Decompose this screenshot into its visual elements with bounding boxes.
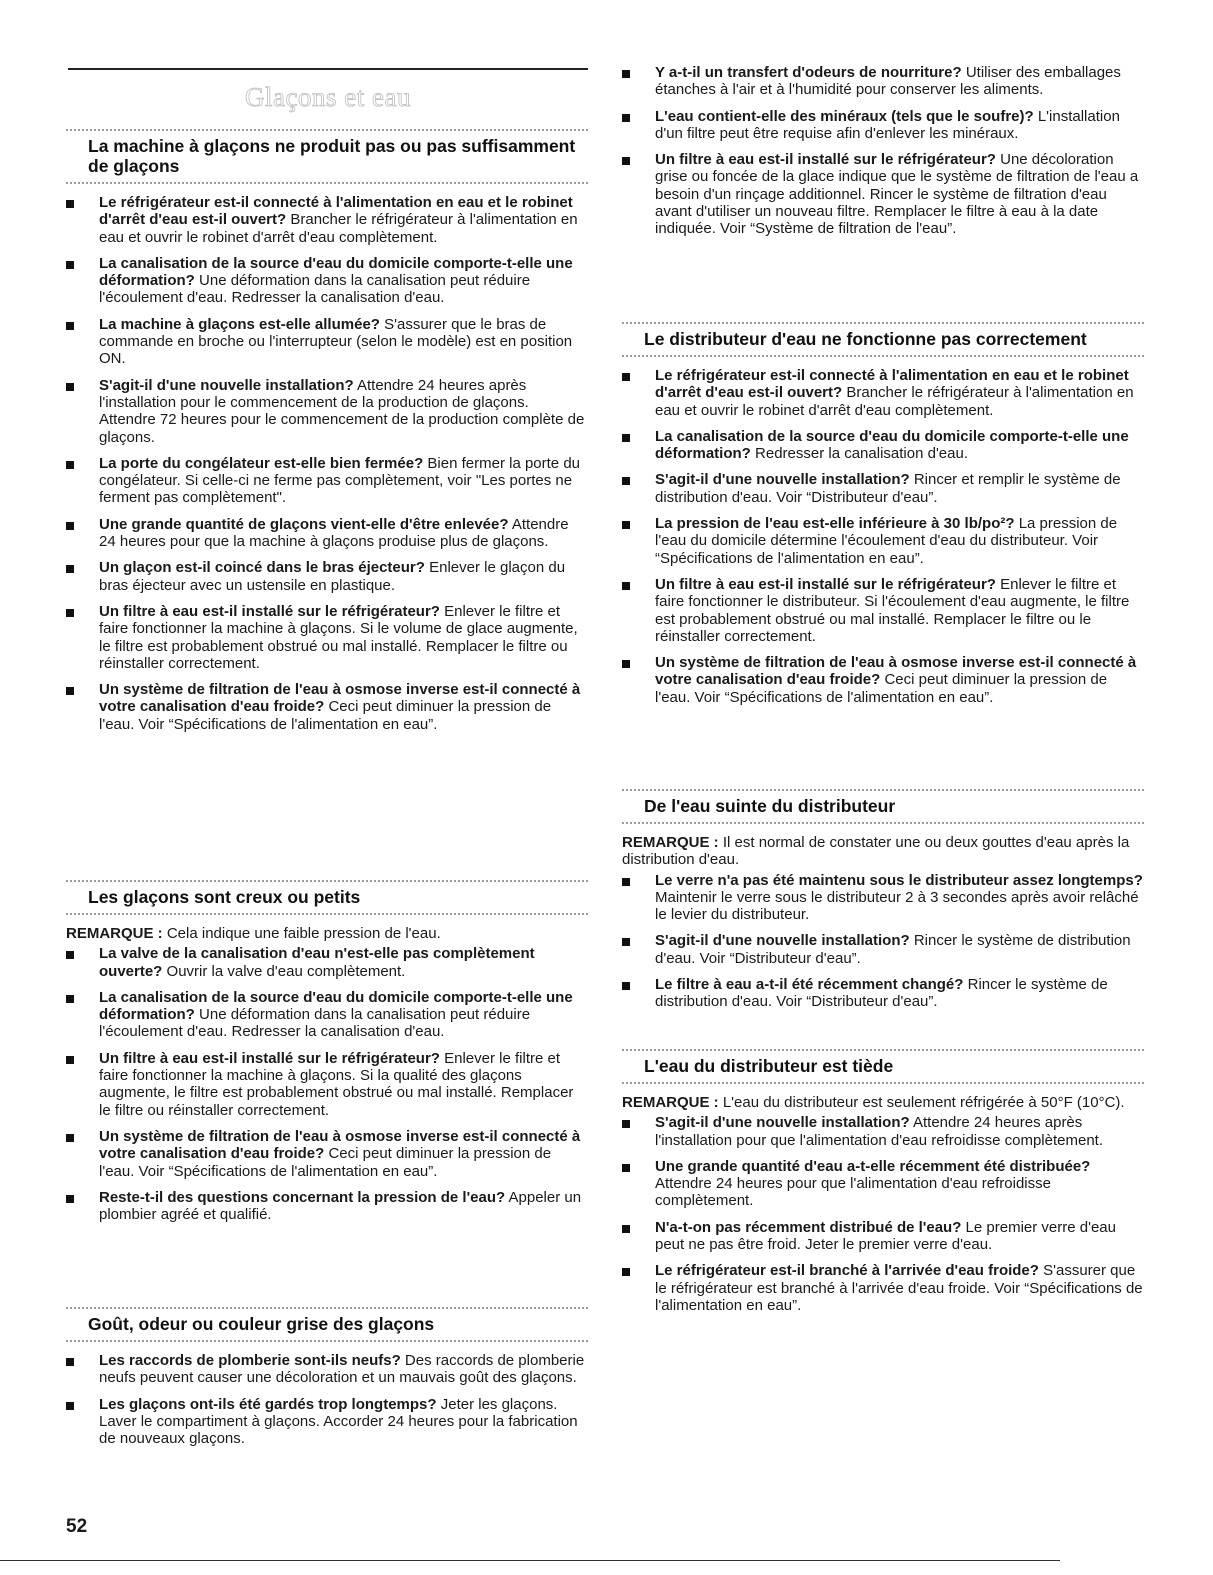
list-item bbox=[66, 194, 588, 246]
question: Un glaçon est-il coincé dans le bras éjecteur? bbox=[99, 559, 425, 577]
question: Un filtre à eau est-il installé sur le réfrigérateur? bbox=[99, 602, 440, 620]
answer: Appeler un plombier agréé et qualifié. bbox=[99, 1188, 582, 1224]
section-title: Le distributeur d'eau ne fonctionne pas correctement bbox=[644, 329, 1087, 349]
question: L'eau contient-elle des minéraux (tels que le soufre)? bbox=[655, 107, 1034, 125]
note-label: REMARQUE : bbox=[66, 925, 163, 942]
question: Le réfrigérateur est-il connecté à l'alimentation en eau et le robinet d'arrêt d'eau est-il ouvert? bbox=[99, 194, 573, 229]
troubleshooting-list bbox=[622, 1114, 1144, 1314]
section-no-ice bbox=[66, 129, 588, 742]
list-item bbox=[622, 1262, 1144, 1314]
list-item bbox=[622, 1219, 1144, 1254]
section-header bbox=[66, 880, 588, 915]
list-item bbox=[622, 1158, 1144, 1210]
answer: Une déformation dans la canalisation peut réduire l'écoulement d'eau. Redresser la canalisation d'eau. bbox=[99, 272, 531, 307]
answer: Ceci peut diminuer la pression de l'eau. Voir “Spécifications de l'alimentation en eau”. bbox=[99, 698, 552, 733]
answer: Une décoloration grise ou foncée de la glace indique que le système de filtration de l'eau a besoin d'un rinçage additionnel. Rincer le système de filtration d'eau avant d'utiliser un nouveau filtre. Remplacer le filtre à eau à la date indiquée. Voir “Système de filtration de l'eau”. bbox=[655, 151, 1139, 238]
question: S'agit-il d'une nouvelle installation? bbox=[655, 1114, 910, 1132]
section-title: Goût, odeur ou couleur grise des glaçons bbox=[88, 1314, 435, 1334]
bullet-icon bbox=[622, 157, 630, 165]
answer: Attendre 24 heures après l'installation pour le commencement de la production de glaçons. Attendre 72 heures pour le commencement de la production complète de glaçons. bbox=[99, 376, 585, 446]
list-item bbox=[622, 428, 1144, 463]
answer: Rincer le système de distribution d'eau. Voir “Distributeur d'eau”. bbox=[655, 932, 1131, 967]
note bbox=[622, 834, 1144, 869]
question: Les raccords de plomberie sont-ils neufs? bbox=[99, 1352, 401, 1369]
answer: L'installation d'un filtre peut être requise afin d'enlever les minéraux. bbox=[655, 107, 1120, 142]
question: Un système de filtration de l'eau à osmose inverse est-il connecté à votre canalisation d'eau froide? bbox=[655, 654, 1137, 689]
list-item bbox=[66, 516, 588, 551]
answer: Rincer et remplir le système de distribution d'eau. Voir “Distributeur d'eau”. bbox=[655, 471, 1121, 506]
question: S'agit-il d'une nouvelle installation? bbox=[99, 376, 354, 394]
list-item bbox=[622, 108, 1144, 143]
question: Y a-t-il un transfert d'odeurs de nourriture? bbox=[655, 64, 962, 81]
note-label: REMARQUE : bbox=[622, 1094, 719, 1111]
answer: Maintenir le verre sous le distributeur 2 à 3 secondes après avoir relâché le levier du distributeur. bbox=[655, 888, 1139, 924]
section-header bbox=[66, 1307, 588, 1342]
list-item bbox=[622, 932, 1144, 967]
troubleshooting-list bbox=[66, 1352, 588, 1447]
list-item bbox=[66, 316, 588, 368]
bullet-icon bbox=[622, 582, 630, 590]
bullet-icon bbox=[66, 322, 74, 330]
troubleshooting-list bbox=[66, 945, 588, 1223]
bullet-icon bbox=[622, 878, 630, 886]
section-header bbox=[66, 129, 588, 184]
troubleshooting-list bbox=[622, 367, 1144, 706]
section-banner: Glaçons et eau bbox=[245, 82, 411, 112]
answer: Utiliser des emballages étanches à l'air et à l'humidité pour conserver les aliments. bbox=[655, 64, 1121, 99]
answer: S'assurer que le réfrigérateur est branché à l'arrivée d'eau froide. Voir “Spécifications de l'alimentation en eau”. bbox=[655, 1262, 1143, 1314]
answer: Enlever le filtre et faire fonctionner le distributeur. Si l'écoulement d'eau augmente, le filtre est probablement obstrué ou mal installé. Remplacer le filtre ou le réinstaller correctement. bbox=[655, 575, 1130, 645]
bullet-icon bbox=[622, 521, 630, 529]
list-item bbox=[66, 681, 588, 733]
bullet-icon bbox=[66, 200, 74, 208]
answer: Attendre 24 heures pour que l'alimentation d'eau refroidisse complètement. bbox=[655, 1175, 1051, 1210]
question: Une grande quantité de glaçons vient-elle d'être enlevée? bbox=[99, 515, 509, 533]
section-header bbox=[622, 322, 1144, 357]
bullet-icon bbox=[66, 995, 74, 1003]
bullet-icon bbox=[622, 477, 630, 485]
bullet-icon bbox=[622, 434, 630, 442]
question: Le verre n'a pas été maintenu sous le distributeur assez longtemps? bbox=[655, 871, 1143, 889]
answer: Enlever le filtre et faire fonctionner la machine à glaçons. Si la qualité des glaçons augmente, le filtre est probablement obstrué ou mal installé. Remplacer le filtre ou réinstaller correctement. bbox=[99, 1049, 574, 1119]
bullet-icon bbox=[622, 660, 630, 668]
list-item bbox=[622, 576, 1144, 645]
bullet-icon bbox=[622, 1164, 630, 1172]
answer: Rincer le système de distribution d'eau. Voir “Distributeur d'eau”. bbox=[655, 976, 1108, 1011]
question: Un système de filtration de l'eau à osmose inverse est-il connecté à votre canalisation d'eau froide? bbox=[99, 1127, 581, 1163]
answer: Brancher le réfrigérateur à l'alimentation en eau et ouvrir le robinet d'arrêt d'eau complètement. bbox=[99, 211, 578, 246]
question: S'agit-il d'une nouvelle installation? bbox=[655, 932, 910, 950]
question: La canalisation de la source d'eau du domicile comporte-t-elle une déformation? bbox=[99, 254, 573, 290]
question: Le réfrigérateur est-il connecté à l'alimentation en eau et le robinet d'arrêt d'eau est-il ouvert? bbox=[655, 367, 1129, 402]
bullet-icon bbox=[66, 951, 74, 959]
list-item bbox=[622, 367, 1144, 419]
list-item bbox=[66, 945, 588, 980]
bullet-icon bbox=[66, 522, 74, 530]
bullet-icon bbox=[66, 461, 74, 469]
note bbox=[622, 1094, 1144, 1111]
bullet-icon bbox=[66, 1134, 74, 1142]
note-text: Il est normal de constater une ou deux gouttes d'eau après la distribution d'eau. bbox=[622, 834, 1130, 869]
bullet-icon bbox=[622, 1120, 630, 1128]
list-item bbox=[622, 1114, 1144, 1149]
question: Reste-t-il des questions concernant la pression de l'eau? bbox=[99, 1188, 506, 1206]
troubleshooting-list bbox=[622, 872, 1144, 1011]
answer: Enlever le filtre et faire fonctionner la machine à glaçons. Si le volume de glace augmente, le filtre est probablement obstrué ou mal installé. Remplacer le filtre ou réinstaller correctement. bbox=[99, 602, 578, 672]
question: Le filtre à eau a-t-il été récemment changé? bbox=[655, 976, 964, 994]
bullet-icon bbox=[622, 114, 630, 122]
section-header bbox=[622, 1049, 1144, 1084]
list-item bbox=[622, 976, 1144, 1011]
section-hollow-ice bbox=[66, 880, 588, 1232]
question: Un filtre à eau est-il installé sur le réfrigérateur? bbox=[655, 151, 996, 169]
question: N'a-t-on pas récemment distribué de l'eau? bbox=[655, 1218, 962, 1236]
note-text: Cela indique une faible pression de l'eau. bbox=[166, 925, 441, 942]
answer: Jeter les glaçons. Laver le compartiment à glaçons. Accorder 24 heures pour la fabrication de nouveaux glaçons. bbox=[99, 1395, 578, 1448]
answer: Le premier verre d'eau peut ne pas être froid. Jeter le premier verre d'eau. bbox=[655, 1218, 1116, 1254]
question: Le réfrigérateur est-il branché à l'arrivée d'eau froide? bbox=[655, 1262, 1039, 1280]
question: La pression de l'eau est-elle inférieure à 30 lb/po²? bbox=[655, 515, 1015, 533]
bullet-icon bbox=[66, 609, 74, 617]
question: Un système de filtration de l'eau à osmose inverse est-il connecté à votre canalisation d'eau froide? bbox=[99, 681, 581, 716]
list-item bbox=[66, 559, 588, 594]
question: La canalisation de la source d'eau du domicile comporte-t-elle une déformation? bbox=[99, 988, 573, 1024]
answer: Bien fermer la porte du congélateur. Si celle-ci ne ferme pas complètement, voir "Les portes ne ferment pas complètement". bbox=[99, 454, 580, 507]
bullet-icon bbox=[66, 1358, 74, 1366]
answer: Ceci peut diminuer la pression de l'eau. Voir “Spécifications de l'alimentation en eau”. bbox=[99, 1145, 552, 1180]
list-item bbox=[622, 515, 1144, 567]
answer: Redresser la canalisation d'eau. bbox=[755, 445, 969, 463]
list-item bbox=[66, 1352, 588, 1387]
list-item bbox=[622, 872, 1144, 924]
answer: Ouvrir la valve d'eau complètement. bbox=[166, 962, 406, 980]
list-item bbox=[622, 654, 1144, 706]
list-item bbox=[66, 1128, 588, 1180]
bullet-icon bbox=[66, 565, 74, 573]
note bbox=[66, 925, 588, 942]
list-item bbox=[622, 471, 1144, 506]
bullet-icon bbox=[622, 938, 630, 946]
section-dispenser-leaks bbox=[622, 789, 1144, 1020]
bullet-icon bbox=[622, 1225, 630, 1233]
question: La porte du congélateur est-elle bien fermée? bbox=[99, 454, 424, 472]
question: La valve de la canalisation d'eau n'est-elle pas complètement ouverte? bbox=[99, 945, 535, 980]
answer: Brancher le réfrigérateur à l'alimentation en eau et ouvrir le robinet d'arrêt d'eau complètement. bbox=[655, 384, 1134, 419]
bullet-icon bbox=[66, 1195, 74, 1203]
list-item bbox=[66, 377, 588, 446]
note-text: L'eau du distributeur est seulement réfrigérée à 50°F (10°C). bbox=[722, 1094, 1125, 1111]
bullet-icon bbox=[622, 70, 630, 78]
list-item bbox=[622, 64, 1144, 99]
section-taste-odor bbox=[66, 1307, 588, 1456]
answer: Attendre 24 heures après l'installation pour que l'alimentation d'eau refroidisse complètement. bbox=[655, 1114, 1104, 1149]
list-item bbox=[66, 1396, 588, 1448]
answer: Des raccords de plomberie neufs peuvent causer une décoloration et un mauvais goût des glaçons. bbox=[99, 1352, 585, 1387]
question: S'agit-il d'une nouvelle installation? bbox=[655, 471, 910, 489]
question: Les glaçons ont-ils été gardés trop longtemps? bbox=[99, 1395, 437, 1413]
bullet-icon bbox=[66, 687, 74, 695]
list-item bbox=[66, 455, 588, 507]
answer: Ceci peut diminuer la pression de l'eau. Voir “Spécifications de l'alimentation en eau”. bbox=[655, 671, 1108, 706]
top-rule bbox=[68, 68, 588, 70]
bullet-icon bbox=[66, 1402, 74, 1410]
list-item bbox=[66, 1050, 588, 1119]
bullet-icon bbox=[622, 982, 630, 990]
section-taste-continued bbox=[622, 64, 1144, 247]
troubleshooting-list bbox=[622, 64, 1144, 238]
answer: La pression de l'eau du domicile détermine l'écoulement d'eau du distributeur. Voir “Spécifications de l'alimentation en eau”. bbox=[655, 515, 1118, 567]
section-title: Les glaçons sont creux ou petits bbox=[88, 887, 361, 907]
section-title: La machine à glaçons ne produit pas ou pas suffisamment de glaçons bbox=[88, 136, 576, 176]
question: La canalisation de la source d'eau du domicile comporte-t-elle une déformation? bbox=[655, 427, 1129, 463]
list-item bbox=[66, 1189, 588, 1224]
question: La machine à glaçons est-elle allumée? bbox=[99, 315, 380, 333]
list-item bbox=[66, 603, 588, 672]
section-header bbox=[622, 789, 1144, 824]
answer: Une déformation dans la canalisation peut réduire l'écoulement d'eau. Redresser la canalisation d'eau. bbox=[99, 1006, 531, 1041]
question: Un filtre à eau est-il installé sur le réfrigérateur? bbox=[655, 575, 996, 593]
answer: S'assurer que le bras de commande en broche ou l'interrupteur (selon le modèle) est en position ON. bbox=[99, 315, 573, 368]
page-number: 52 bbox=[66, 1516, 88, 1537]
troubleshooting-list bbox=[66, 194, 588, 733]
list-item bbox=[66, 989, 588, 1041]
note-label: REMARQUE : bbox=[622, 834, 719, 851]
bullet-icon bbox=[622, 1268, 630, 1276]
bullet-icon bbox=[622, 373, 630, 381]
bullet-icon bbox=[66, 383, 74, 391]
section-title: L'eau du distributeur est tiède bbox=[644, 1056, 894, 1076]
bottom-rule bbox=[0, 1560, 1060, 1561]
answer: Enlever le glaçon du bras éjecteur avec un ustensile en plastique. bbox=[99, 559, 566, 594]
answer: Attendre 24 heures pour que la machine à glaçons produise plus de glaçons. bbox=[99, 515, 569, 551]
section-dispenser-not-working bbox=[622, 322, 1144, 715]
bullet-icon bbox=[66, 1056, 74, 1064]
section-water-not-cold bbox=[622, 1049, 1144, 1323]
question: Une grande quantité d'eau a-t-elle récemment été distribuée? bbox=[655, 1157, 1091, 1175]
question: Un filtre à eau est-il installé sur le réfrigérateur? bbox=[99, 1049, 440, 1067]
list-item bbox=[66, 255, 588, 307]
list-item bbox=[622, 151, 1144, 237]
bullet-icon bbox=[66, 261, 74, 269]
section-title: De l'eau suinte du distributeur bbox=[644, 796, 896, 816]
